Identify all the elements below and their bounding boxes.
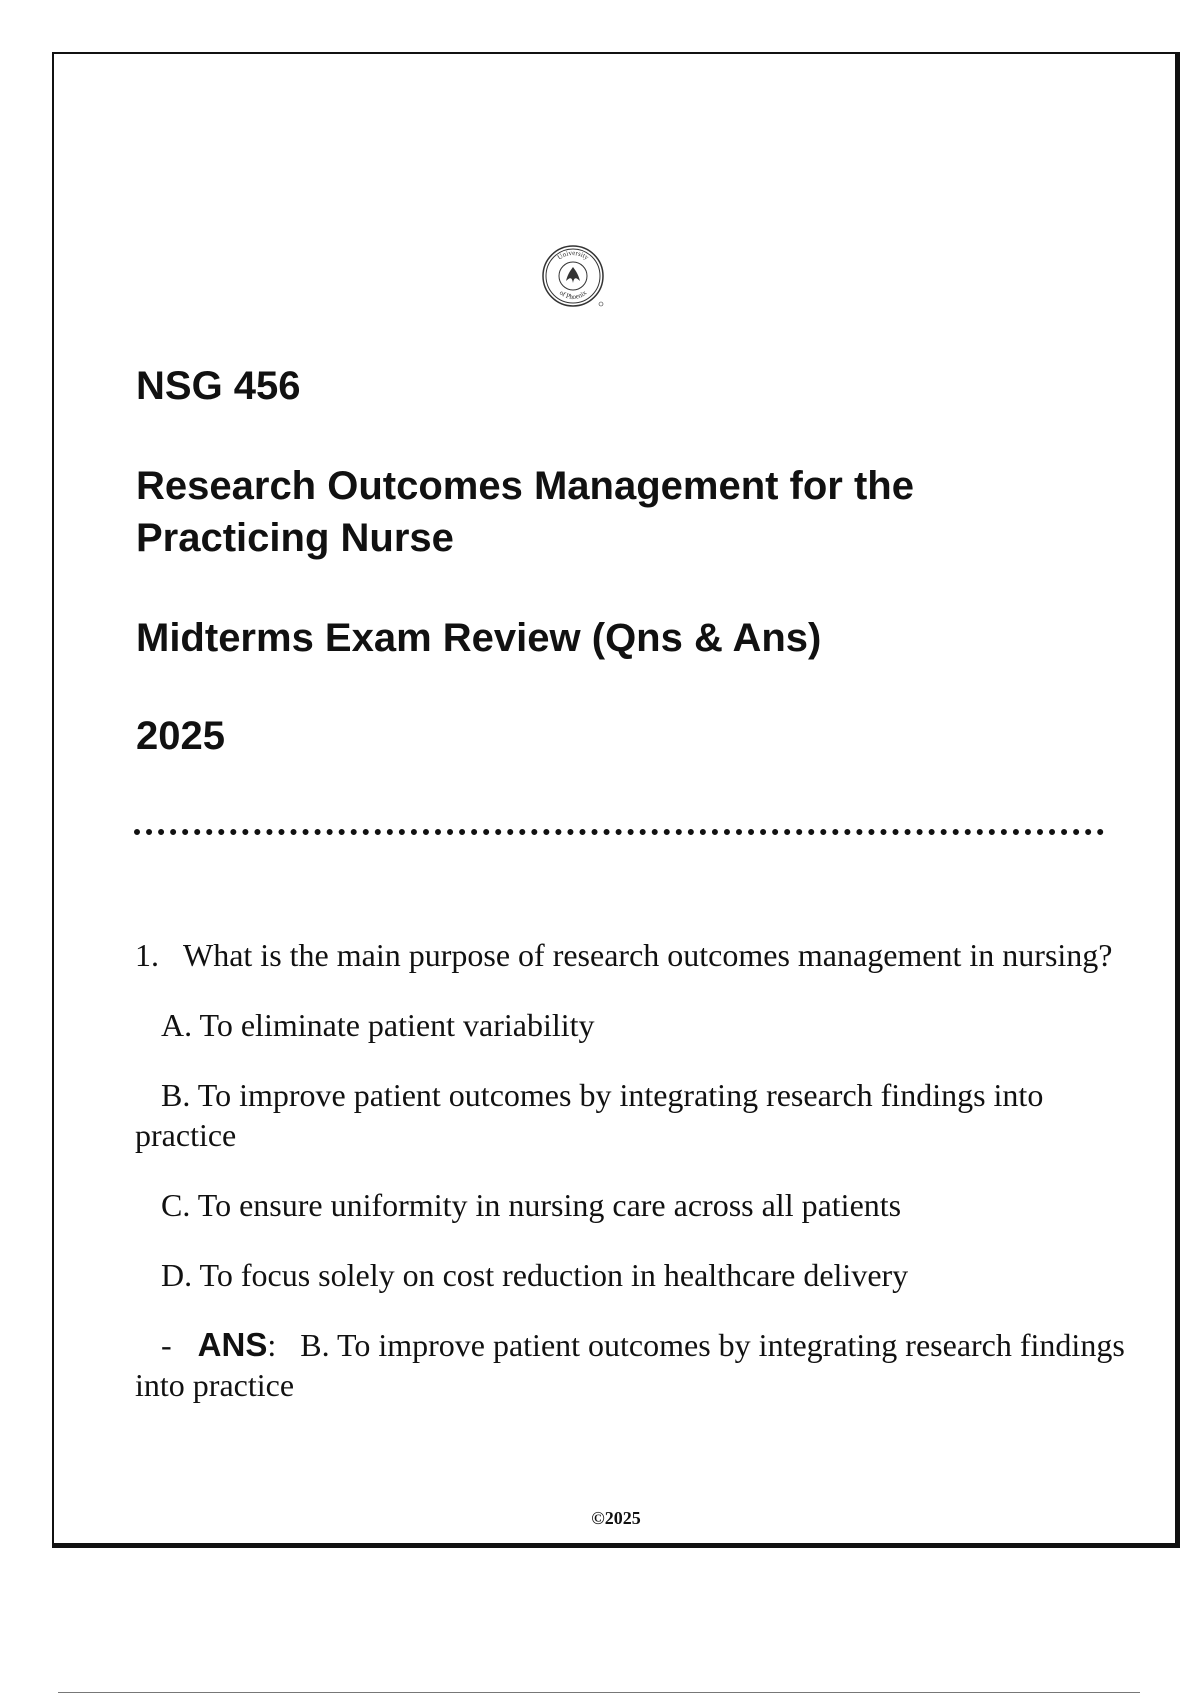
university-seal-logo bbox=[540, 243, 606, 309]
course-title: Research Outcomes Management for the Practicing Nurse bbox=[136, 464, 914, 560]
answer-colon: : bbox=[267, 1327, 277, 1363]
question-number: 1. bbox=[135, 937, 159, 973]
option-b: B. To improve patient outcomes by integrating research findings into practice bbox=[135, 1077, 1044, 1153]
option-c: C. To ensure uniformity in nursing care across all patients bbox=[161, 1187, 902, 1223]
dotted-divider bbox=[134, 829, 1104, 835]
answer-text: B. To improve patient outcomes by integrating research findings into practice bbox=[135, 1327, 1125, 1403]
title-block bbox=[136, 362, 1116, 760]
answer-dash: - bbox=[161, 1327, 172, 1363]
answer-label: ANS bbox=[197, 1326, 268, 1363]
bottom-rule bbox=[58, 1692, 1140, 1693]
copyright-footer: ©2025 bbox=[591, 1508, 641, 1528]
exam-title: Midterms Exam Review (Qns & Ans) bbox=[136, 616, 822, 660]
seal-bottom-text: of Phoenix bbox=[557, 288, 589, 302]
answer-line bbox=[135, 1325, 1125, 1405]
option-a: A. To eliminate patient variability bbox=[161, 1007, 595, 1043]
question-text: What is the main purpose of research outcomes management in nursing? bbox=[183, 937, 1113, 973]
svg-text:University bbox=[556, 249, 591, 262]
exam-year: 2025 bbox=[136, 714, 225, 758]
seal-top-text: University bbox=[555, 248, 591, 262]
question-block bbox=[135, 935, 1125, 1405]
option-d: D. To focus solely on cost reduction in healthcare delivery bbox=[161, 1257, 909, 1293]
course-code: NSG 456 bbox=[136, 364, 301, 408]
question-text-line bbox=[135, 935, 1125, 975]
